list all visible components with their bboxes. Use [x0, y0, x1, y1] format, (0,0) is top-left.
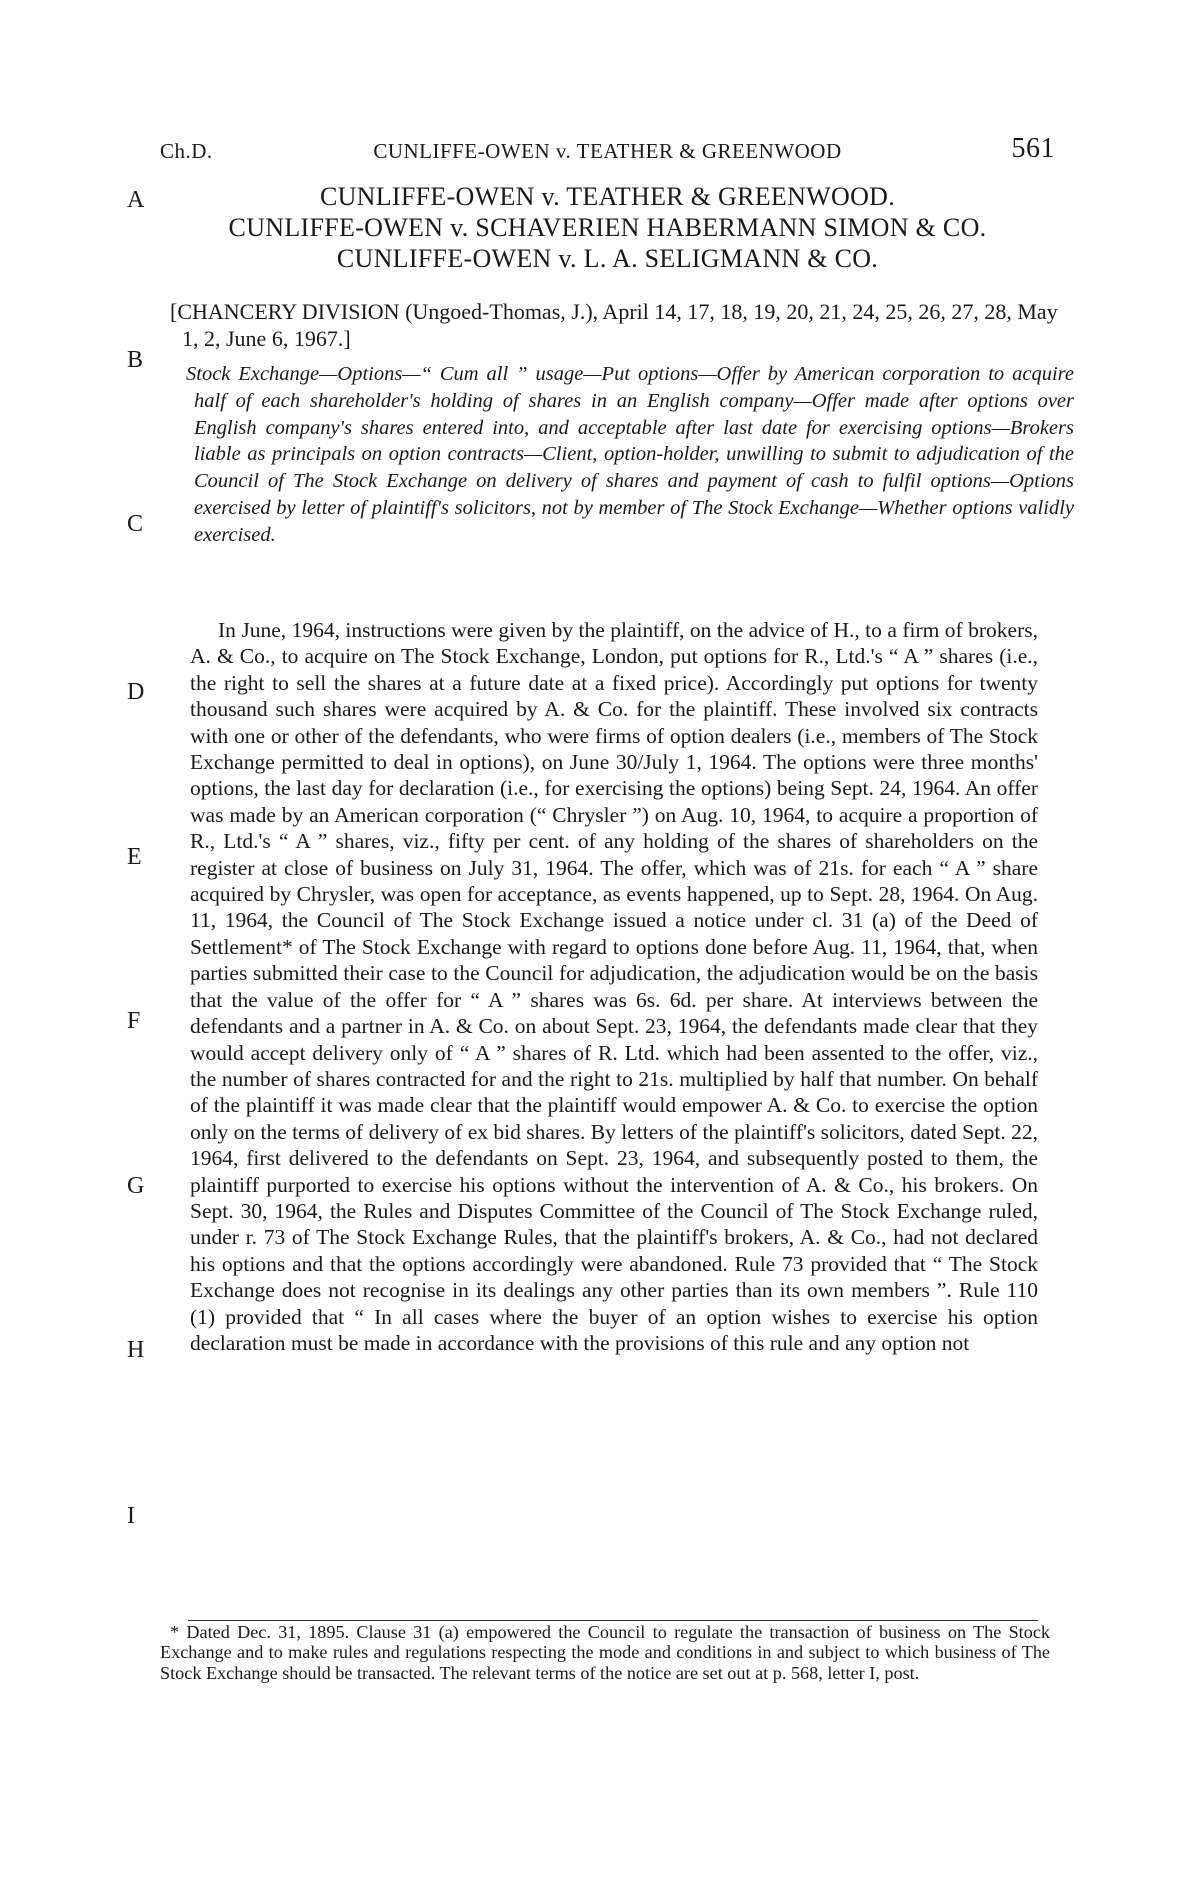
header-case-name: CUNLIFFE-OWEN v. TEATHER & GREENWOOD: [373, 139, 842, 163]
court-division-dates: [CHANCERY DIVISION (Ungoed-Thomas, J.), April 14, 17, 18, 19, 20, 21, 24, 25, 26, 27, 28, May 1, 2, June 6, 1967.]: [170, 299, 1058, 351]
margin-letter-f: F: [127, 1008, 141, 1034]
header-division: Ch.D.: [160, 139, 213, 163]
case-title-1: CUNLIFFE-OWEN v. TEATHER & GREENWOOD.: [319, 182, 896, 211]
headnote: Stock Exchange—Options—“ Cum all ” usage—Put options—Offer by American corporation to acquire half of each shareholder's holding of shares in an English company—Offer made after options over English company's shares entered into, and acceptable after last date for exercising options—Brokers liable as principals on option contracts—Client, option-holder, unwilling to submit to adjudication of the Council of The Stock Exchange on delivery of shares and payment of cash to fulfil options—Options exercised by letter of plaintiff's solicitors, not by member of The Stock Exchange—Whether options validly exercised.: [186, 363, 1074, 546]
running-header: [160, 133, 1055, 173]
facts-paragraph: In June, 1964, instructions were given by the plaintiff, on the advice of H., to a firm of brokers, A. & Co., to acquire on The Stock Exchange, London, put options for R., Ltd.'s “ A ” shares (i.e., the right to sell the shares at a future date at a fixed price). Accordingly put options for twenty thousand such shares were acquired by A. & Co. for the plaintiff. These involved six contracts with one or other of the defendants, who were firms of option dealers (i.e., members of The Stock Exchange permitted to deal in options), on June 30/July 1, 1964. The options were three months' options, the last day for declaration (i.e., for exercising the options) being Sept. 24, 1964. An offer was made by an American corporation (“ Chrysler ”) on Aug. 10, 1964, to acquire a proportion of R., Ltd.'s “ A ” shares, viz., fifty per cent. of any holding of the shares of shareholders on the register at close of business on July 31, 1964. The offer, which was of 21s. for each “ A ” share acquired by Chrysler, was open for acceptance, as events happened, up to Sept. 28, 1964. On Aug. 11, 1964, the Council of The Stock Exchange issued a notice under cl. 31 (a) of the Deed of Settlement* of The Stock Exchange with regard to options done before Aug. 11, 1964, that, when parties submitted their case to the Council for adjudication, the adjudication would be on the basis that the value of the offer for “ A ” shares was 6s. 6d. per share. At interviews between the defendants and a partner in A. & Co. on about Sept. 23, 1964, the defendants made clear that they would accept delivery only of “ A ” shares of R. Ltd. which had been assented to the offer, viz., the number of shares contracted for and the right to 21s. multiplied by half that number. On behalf of the plaintiff it was made clear that the plaintiff would empower A. & Co. to exercise the option only on the terms of delivery of ex bid shares. By letters of the plaintiff's solicitors, dated Sept. 22, 1964, first delivered to the defendants on Sept. 23, 1964, and subsequently posted to them, the plaintiff purported to exercise his options without the intervention of A. & Co., his brokers. On Sept. 30, 1964, the Rules and Disputes Committee of the Council of The Stock Exchange ruled, under r. 73 of The Stock Exchange Rules, that the plaintiff's brokers, A. & Co., had not declared his options and that the options accordingly were abandoned. Rule 73 provided that “ The Stock Exchange does not recognise in its dealings any other parties than its own members ”. Rule 110 (1) provided that “ In all cases where the buyer of an option wishes to exercise his option declaration must be made in accordance with the provisions of this rule and any option not: [190, 618, 1038, 1355]
margin-letter-c: C: [127, 511, 144, 537]
footnote-rule: [188, 1620, 1038, 1621]
margin-letter-i: I: [127, 1503, 135, 1529]
margin-letter-b: B: [127, 347, 144, 373]
margin-letter-e: E: [127, 844, 142, 870]
page-number: 561: [1011, 133, 1055, 164]
margin-letter-g: G: [127, 1173, 145, 1199]
margin-letter-h: H: [127, 1337, 145, 1363]
footnote: * Dated Dec. 31, 1895. Clause 31 (a) empowered the Council to regulate the transaction of business on The Stock Exchange and to make rules and regulations respecting the mode and conditions in and subject to which business of The Stock Exchange should be transacted. The relevant terms of the notice are set out at p. 568, letter I, post.: [160, 1622, 1050, 1683]
case-title-3: CUNLIFFE-OWEN v. L. A. SELIGMANN & CO.: [336, 244, 879, 273]
margin-letter-a: A: [127, 187, 145, 213]
case-title-2: CUNLIFFE-OWEN v. SCHAVERIEN HABERMANN SIMON & CO.: [228, 213, 987, 242]
margin-letter-d: D: [127, 679, 145, 705]
